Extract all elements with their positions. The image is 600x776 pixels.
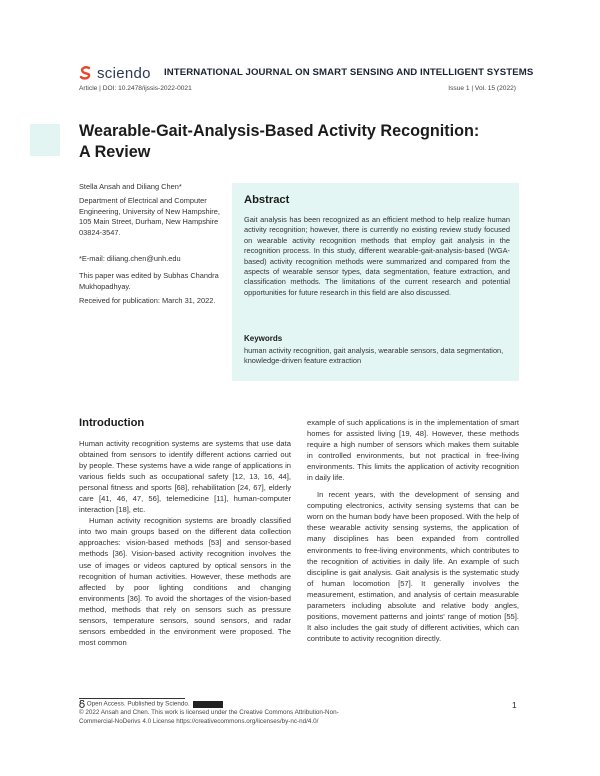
logo-text: sciendo [97,64,151,82]
affiliation: Department of Electrical and Computer Engineering, University of New Hampshire, 105 Main Street, Durham, New Hampshire 03824-3547. [79,196,220,237]
paper-title [79,121,499,163]
issue-volume: Issue 1 | Vol. 15 (2022) [448,85,516,92]
column-left [79,438,291,648]
abstract-text: Gait analysis has been recognized as an efficient method to help realize human activity recognition; however, there is currently no existing review study focused on wearable activity recognition methods that employ gait analysis in the recognition process. In this study, different wearable-gait-analysis-based (WGA-based) activity recognition methods were summarized and compared from the aspects of wearable sensor types, data segmentation, feature extraction, and classification methods. The limitations of the current research and potential opportunities for future research in this field are also discussed. [244,215,510,297]
edited-by: This paper was edited by Subhas Chandra Mukhopadhyay. [79,271,219,291]
sciendo-logo-icon [79,66,93,80]
article-doi: Article | DOI: 10.2478/ijssis-2022-0021 [79,85,192,92]
keywords-heading: Keywords [244,334,283,343]
open-access-text: Open Access. Published by Sciendo. [86,700,190,708]
open-access-icon [79,700,85,708]
open-access-line [79,700,223,708]
license-line-1: © 2022 Ansah and Chen. This work is licensed under the Creative Commons Attribution-Non- [79,709,339,716]
title-line-2: A Review [79,143,151,161]
sciendo-logo [79,62,151,84]
paragraph: Human activity recognition systems are broadly classified into two main groups based on the different data collection approaches: vision-based methods [53] and sensor-based methods [36]. Vision-based activity recognition involves the use of images or videos captured by optical sensors in the recognition of human activities. However, these methods are affected by poor lighting conditions and changing environments [36]. To avoid the shortages of the vision-based method, methods that rely on sensors such as pressure sensors, temperature sensors, sound sensors, and radar sensors embedded in the environment were proposed. The most common [79,516,291,647]
license-line-2: Commercial-NoDerivs 4.0 License https://creativecommons.org/licenses/by-nc-nd/4.0/ [79,718,319,725]
column-right [307,417,519,644]
journal-name: INTERNATIONAL JOURNAL ON SMART SENSING AND INTELLIGENT SYSTEMS [164,67,534,78]
email: *E-mail: diliang.chen@unh.edu [79,254,181,263]
introduction-heading: Introduction [79,417,145,429]
paragraph: example of such applications is in the implementation of smart homes for assisted living [19, 48]. However, these methods require a high number of sensors which makes them suitable in controlled environments, but not practical in free-living environments. This limits the application of activity recognition in daily life. [307,418,519,483]
footer-rule [79,698,185,699]
keywords-text: human activity recognition, gait analysis, wearable sensors, data segmentation, knowledge-driven feature extraction [244,346,504,366]
decorative-strip [30,124,60,156]
authors: Stella Ansah and Diliang Chen* [79,182,182,191]
title-line-1: Wearable-Gait-Analysis-Based Activity Recognition: [79,122,480,140]
paragraph: In recent years, with the development of sensing and computing electronics, activity sensing systems that can be worn on the human body have been proposed. With the help of these wearable activity sensing systems, the application of many disciplines has been expanded from controlled environments to free-living environments, which contributes to the recognition of activities in daily life. An example of such discipline is gait analysis. Gait analysis is the systematic study of human locomotion [57]. It generally involves the measurement, estimation, and analysis of certain measurable parameters including absolute and relative body angles, positions, movement patterns and joints' range of motion [55]. It also includes the gait study of different activities, which can contribute to activity recognition directly. [307,490,519,643]
cc-license-icon [193,701,223,708]
received-date: Received for publication: March 31, 2022. [79,296,216,305]
page-number: 1 [512,700,517,710]
paragraph: Human activity recognition systems are systems that use data obtained from sensors to identify different actions carried out by people. These systems have a wide range of applications in various fields such as occupational safety [12, 13, 16, 44], personal fitness and sports [68], rehabilitation [24, 67], elderly care [41, 46, 47, 56], telemedicine [11], human-computer interaction [18], etc. [79,439,291,515]
abstract-heading: Abstract [244,194,290,206]
